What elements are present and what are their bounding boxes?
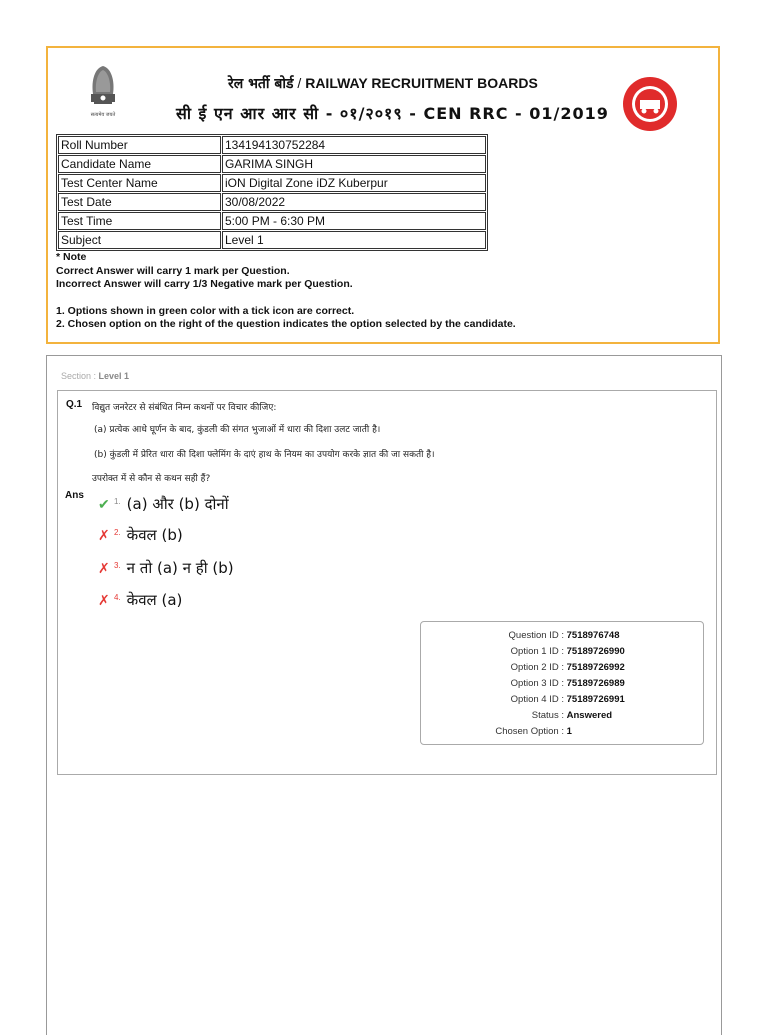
note-line: Correct Answer will carry 1 mark per Question. [56,264,290,277]
statement-a: (a) प्रत्येक आधे घूर्णन के बाद, कुंडली की संगत भुजाओं में धारा की दिशा उलट जाती है। [94,425,381,435]
board-title: रेल भर्ती बोर्ड / RAILWAY RECRUITMENT BOARDS [228,75,538,92]
question-meta-box [420,621,704,745]
indian-railways-logo-icon [622,76,678,132]
meta-option2-id: Option 2 ID : 75189726992 [510,662,625,673]
option-number: 1. [114,497,121,506]
question-prompt: उपरोक्त में से कौन से कथन सही हैं? [92,474,211,484]
info-value: 5:00 PM - 6:30 PM [222,212,486,230]
note-line: 1. Options shown in green color with a tick icon are correct. [56,304,355,317]
info-value: 134194130752284 [222,136,486,154]
info-label: Test Date [58,193,221,211]
option-text: केवल (b) [126,526,183,544]
info-label: Subject [58,231,221,249]
note-heading: * Note [56,251,87,263]
section-label: Section : Level 1 [61,371,130,381]
option-text: (a) और (b) दोनों [126,495,229,513]
cross-icon: ✗ [98,560,110,576]
info-value: iON Digital Zone iDZ Kuberpur [222,174,486,192]
national-emblem-icon [81,62,125,128]
svg-text:सत्यमेव जयते: सत्यमेव जयते [90,112,116,118]
info-row [58,174,486,192]
note-line: Incorrect Answer will carry 1/3 Negative mark per Question. [56,278,353,290]
info-row [58,155,486,173]
info-label: Roll Number [58,136,221,154]
cross-icon: ✗ [98,592,110,608]
info-label: Candidate Name [58,155,221,173]
info-row [58,136,486,154]
question-number: Q.1 [66,399,83,410]
option-text: न तो (a) न ही (b) [126,559,234,577]
info-value: Level 1 [222,231,486,249]
ans-label: Ans [65,490,84,501]
info-value: GARIMA SINGH [222,155,486,173]
meta-status: Status : Answered [531,710,613,721]
meta-option1-id: Option 1 ID : 75189726990 [510,646,625,657]
meta-option4-id: Option 4 ID : 75189726991 [510,694,625,705]
meta-chosen-option: Chosen Option : 1 [495,726,572,737]
option-number: 2. [114,528,121,537]
option-1 [98,495,229,513]
cross-icon: ✗ [98,527,110,543]
option-2 [98,526,183,544]
exam-subtitle: सी ई एन आर आर सी - ०१/२०१९ - CEN RRC - 01/2019 [176,104,609,123]
note-block [56,251,516,332]
info-row [58,193,486,211]
info-value: 30/08/2022 [222,193,486,211]
option-4 [98,591,182,609]
question-panel [46,355,722,1035]
meta-option3-id: Option 3 ID : 75189726989 [510,678,625,689]
note-line: 2. Chosen option on the right of the question indicates the option selected by the candidate. [56,318,516,330]
option-3 [98,559,234,577]
option-number: 4. [114,593,121,602]
meta-question-id: Question ID : 7518976748 [508,630,620,641]
info-row [58,231,486,249]
statement-b: (b) कुंडली में प्रेरित धारा की दिशा फ्लेमिंग के दाएं हाथ के नियम का उपयोग करके ज्ञात की जा सकती है। [94,450,435,460]
header-box [46,46,720,344]
question-stem: विद्युत जनरेटर से संबंधित निम्न कथनों पर विचार कीजिए: [92,403,277,413]
tick-icon: ✔ [98,496,110,512]
question-box [57,390,717,775]
candidate-info-table [56,134,488,251]
info-row [58,212,486,230]
option-number: 3. [114,561,121,570]
option-text: केवल (a) [126,591,183,609]
info-label: Test Time [58,212,221,230]
info-label: Test Center Name [58,174,221,192]
